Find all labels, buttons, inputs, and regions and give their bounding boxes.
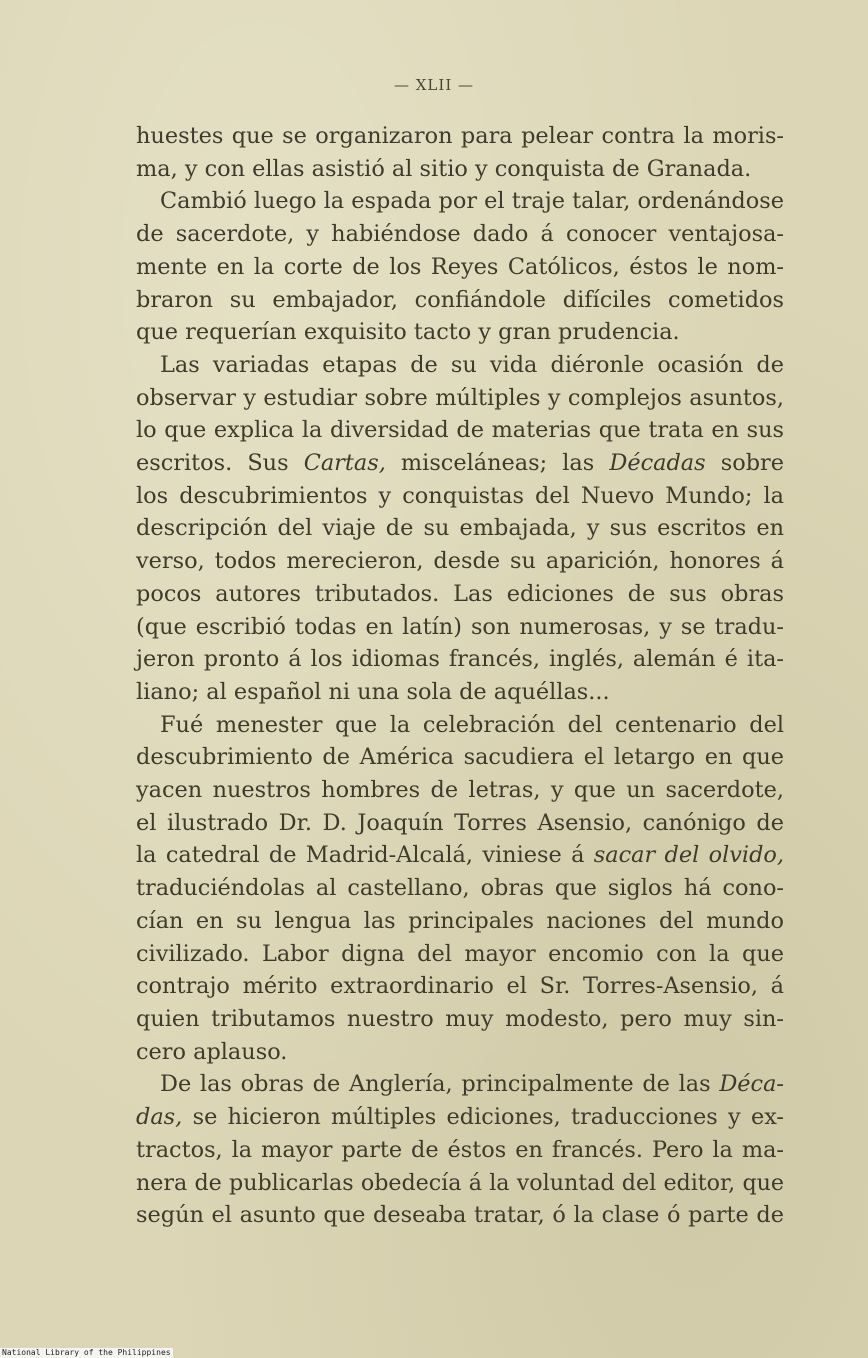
- text-line: braron su embajador, confiándole difíciles cometidos: [136, 286, 784, 313]
- text-line: quien tributamos nuestro muy modesto, pero muy sin-: [136, 1005, 784, 1032]
- text-line: contrajo mérito extraordinario el Sr. Torres-Asensio, á: [136, 973, 784, 1000]
- text-line: observar y estudiar sobre múltiples y complejos asuntos,: [136, 384, 784, 411]
- body-text: [136, 120, 784, 1232]
- text-line: que requerían exquisito tacto y gran prudencia.: [136, 319, 680, 346]
- text-line: cero aplauso.: [136, 1038, 288, 1065]
- text-line: descripción del viaje de su embajada, y sus escritos en: [136, 515, 784, 542]
- text-line: tractos, la mayor parte de éstos en francés. Pero la ma-: [136, 1136, 784, 1163]
- text-line: verso, todos merecieron, desde su aparición, honores á: [136, 548, 784, 575]
- library-credit: National Library of the Philippines: [2, 1348, 171, 1357]
- text-line: Cambió luego la espada por el traje talar, ordenándose: [160, 188, 784, 215]
- text-line: Las variadas etapas de su vida diéronle ocasión de: [160, 351, 784, 378]
- text-line: yacen nuestros hombres de letras, y que un sacerdote,: [136, 777, 784, 804]
- text-line: civilizado. Labor digna del mayor encomio con la que: [136, 940, 784, 967]
- text-line: la catedral de Madrid-Alcalá, viniese á sacar del olvido,: [136, 842, 785, 869]
- text-line: cían en su lengua las principales naciones del mundo: [136, 907, 784, 934]
- text-line: de sacerdote, y habiéndose dado á conocer ventajosa-: [136, 221, 784, 248]
- text-line: los descubrimientos y conquistas del Nuevo Mundo; la: [136, 482, 784, 509]
- text-line: huestes que se organizaron para pelear contra la moris-: [136, 123, 784, 149]
- text-line: nera de publicarlas obedecía á la voluntad del editor, que: [136, 1169, 784, 1196]
- text-line: Fué menester que la celebración del centenario del: [160, 711, 784, 738]
- page-number: — XLII —: [393, 76, 475, 94]
- text-line: el ilustrado Dr. D. Joaquín Torres Asensio, canónigo de: [136, 809, 784, 836]
- text-line: liano; al español ni una sola de aquéllas...: [136, 678, 610, 705]
- text-line: según el asunto que deseaba tratar, ó la clase ó parte de: [136, 1202, 784, 1229]
- text-line: escritos. Sus Cartas, misceláneas; las Décadas sobre: [136, 450, 784, 477]
- text-line: De las obras de Anglería, principalmente de las Déca-: [160, 1071, 784, 1098]
- text-line: pocos autores tributados. Las ediciones de sus obras: [136, 580, 784, 607]
- text-line: descubrimiento de América sacudiera el letargo en que: [136, 744, 784, 771]
- text-line: lo que explica la diversidad de materias que trata en sus: [136, 417, 784, 444]
- text-line: das, se hicieron múltiples ediciones, traducciones y ex-: [136, 1104, 784, 1131]
- text-line: mente en la corte de los Reyes Católicos, éstos le nom-: [136, 253, 784, 280]
- text-line: ma, y con ellas asistió al sitio y conquista de Granada.: [136, 155, 752, 182]
- text-line: jeron pronto á los idiomas francés, inglés, alemán é ita-: [136, 646, 784, 673]
- text-line: (que escribió todas en latín) son numerosas, y se tradu-: [136, 613, 784, 640]
- text-line: traduciéndolas al castellano, obras que siglos há cono-: [136, 875, 784, 902]
